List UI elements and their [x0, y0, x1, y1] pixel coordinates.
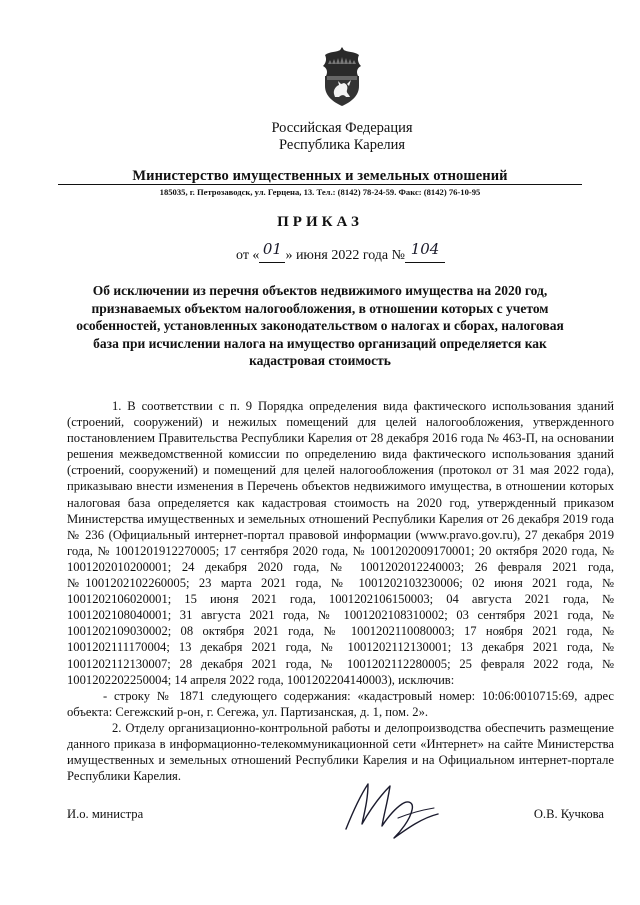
- ministry-address: 185035, г. Петрозаводск, ул. Герцена, 13. Тел.: (8142) 78-24-59. Факс: (8142) 76-10-95: [159, 187, 481, 197]
- order-title: Об исключении из перечня объектов недвижимого имущества на 2020 год, признаваемых объектом налогообложения, в отношении которых с учетом особенностей, установленных законодательством о налогах и сборах, налоговая база при исчислении налога на имущество организаций определяется как кадастровая стоимость: [76, 283, 564, 368]
- order-body: [67, 398, 614, 784]
- signatory-name: О.В. Кучкова: [533, 807, 604, 821]
- document-heading: ПРИКАЗ: [277, 214, 363, 230]
- header-divider: [58, 184, 582, 185]
- order-number: 104: [405, 245, 445, 264]
- paragraph-1: 1. В соответствии с п. 9 Порядка определения вида фактического использования зданий (строений, сооружений) и нежилых помещений для целей налогообложения, утвержденного постановлением Правительства Республики Карелия от 28 декабря 2016 года № 463-П, на основании решения межведомственной комиссии по определению вида фактического использования зданий (строений, сооружений) и помещений для целей налогообложения (протокол от 31 мая 2022 года), приказываю внести изменения в Перечень объектов недвижимого имущества, в отношении которых налоговая база определяется как кадастровая стоимость на 2020 год, утвержденный приказом Министерства имущественных и земельных отношений Республики Карелия от 26 декабря 2019 года № 236 (Официальный интернет-портал правовой информации (www.pravo.gov.ru), 27 декабря 2019 года, № 1001201912270005; 17 сентября 2020 года, № 1001202009170001; 20 октября 2020 года, № 1001202010200001; 24 декабря 2020 года, № 1001202012240003; 26 февраля 2021 года, №1001202102260005; 23 марта 2021 года, № 1001202103230006; 02 июня 2021 года, № 1001202106020001; 15 июня 2021 года, 1001202106150003; 04 августа 2021 года, № 1001202108040001; 31 августа 2021 года, № 1001202108310002; 03 сентября 2021 года, № 1001202109030002; 08 октября 2021 года, № 1001202110080003; 17 ноября 2021 года, № 1001202111170004; 13 декабря 2021 года, № 1001202112130001; 13 декабря 2021 года, № 1001202112130007; 28 декабря 2021 года, № 1001202112280005; 25 февраля 2022 года, № 1001202202250004; 14 апреля 2022 года, 1001202204140003), исключив:: [67, 399, 614, 687]
- karelia-coat-of-arms-icon: [319, 46, 365, 108]
- republic-name: Республика Карелия: [278, 137, 406, 153]
- handwritten-signature: [338, 774, 448, 844]
- date-prefix: от «: [236, 248, 260, 263]
- order-day: 01: [259, 245, 285, 264]
- excluded-row-item: - строку № 1871 следующего содержания: «кадастровый номер: 10:06:0010715:69, адрес объекта: Сегежский р-он, г. Сегежа, ул. Партизанская, д. 1, пом. 2».: [67, 688, 614, 719]
- paragraph-2: 2. Отделу организационно-контрольной работы и делопроизводства обеспечить размещение данного приказа в информационно-телекоммуникационной сети «Интернет» на сайте Министерства имущественных и земельных отношений Республики Карелия и на Официальном интернет-портале Республики Карелия.: [67, 720, 614, 784]
- country-name: Российская Федерация: [271, 120, 413, 136]
- ministry-name: Министерство имущественных и земельных отношений: [132, 168, 508, 184]
- date-middle: » июня 2022 года №: [285, 248, 406, 263]
- signatory-position: И.о. министра: [67, 807, 144, 821]
- order-date-line: [236, 240, 445, 264]
